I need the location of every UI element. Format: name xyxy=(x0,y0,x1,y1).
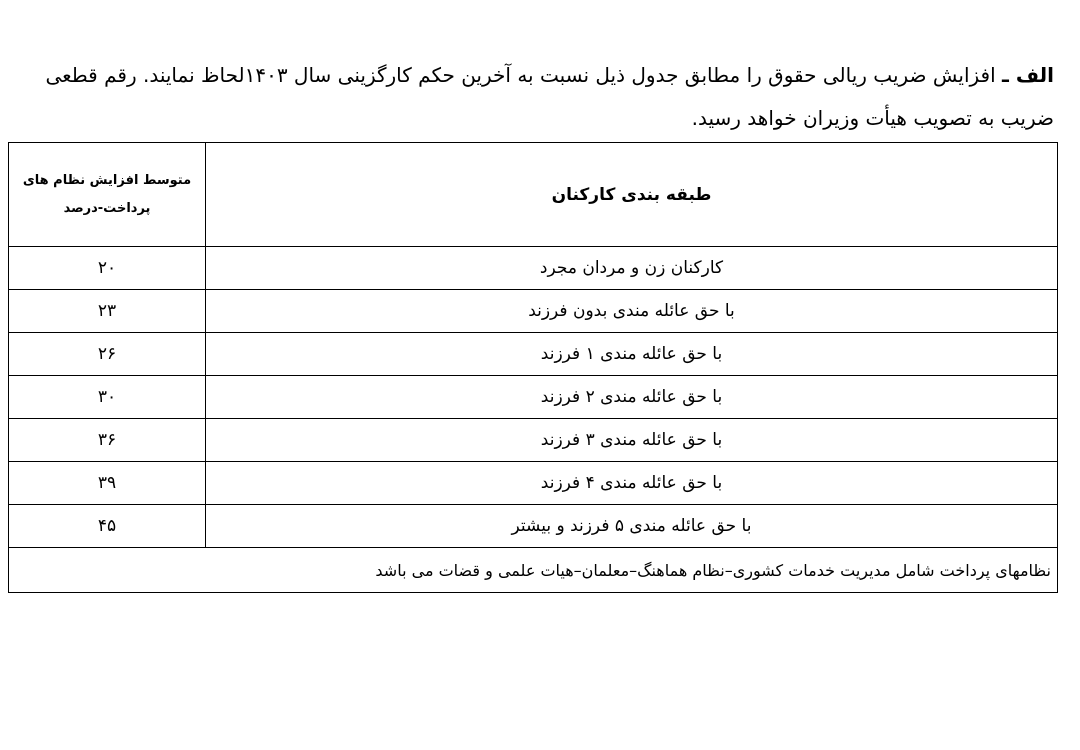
row-category: با حق عائله مندی ۴ فرزند xyxy=(206,462,1058,505)
row-value: ۴۵ xyxy=(9,505,206,548)
row-value: ۲۶ xyxy=(9,333,206,376)
section-label: الف ـ xyxy=(1002,63,1054,87)
table-row xyxy=(9,505,1058,548)
intro-text: افزایش ضریب ریالی حقوق را مطابق جدول ذیل نسبت به آخرین حکم کارگزینی سال ۱۴۰۳لحاظ نمایند. رقم قطعی ضریب به تصویب هیأت وزیران خواهد رسید. xyxy=(45,63,1054,130)
table-header-row xyxy=(9,143,1058,247)
table-row xyxy=(9,419,1058,462)
row-category: کارکنان زن و مردان مجرد xyxy=(206,247,1058,290)
table-row xyxy=(9,462,1058,505)
salary-increase-table xyxy=(8,142,1058,593)
row-value: ۳۹ xyxy=(9,462,206,505)
table-row xyxy=(9,376,1058,419)
table-footnote-row xyxy=(9,548,1058,593)
row-category: با حق عائله مندی بدون فرزند xyxy=(206,290,1058,333)
header-increase-percent: متوسط افزایش نظام های پرداخت-درصد xyxy=(9,143,206,247)
table-row xyxy=(9,333,1058,376)
table-row xyxy=(9,290,1058,333)
row-category: با حق عائله مندی ۲ فرزند xyxy=(206,376,1058,419)
row-category: با حق عائله مندی ۳ فرزند xyxy=(206,419,1058,462)
row-value: ۲۳ xyxy=(9,290,206,333)
table-footnote: نظامهای پرداخت شامل مدیریت خدمات کشوری–نظام هماهنگ–معلمان–هیات علمی و قضات می باشد xyxy=(9,548,1058,593)
row-value: ۳۶ xyxy=(9,419,206,462)
row-category: با حق عائله مندی ۵ فرزند و بیشتر xyxy=(206,505,1058,548)
row-value: ۲۰ xyxy=(9,247,206,290)
row-category: با حق عائله مندی ۱ فرزند xyxy=(206,333,1058,376)
row-value: ۳۰ xyxy=(9,376,206,419)
header-employee-category: طبقه بندی کارکنان xyxy=(206,143,1058,247)
intro-paragraph xyxy=(20,54,1054,140)
table-row xyxy=(9,247,1058,290)
